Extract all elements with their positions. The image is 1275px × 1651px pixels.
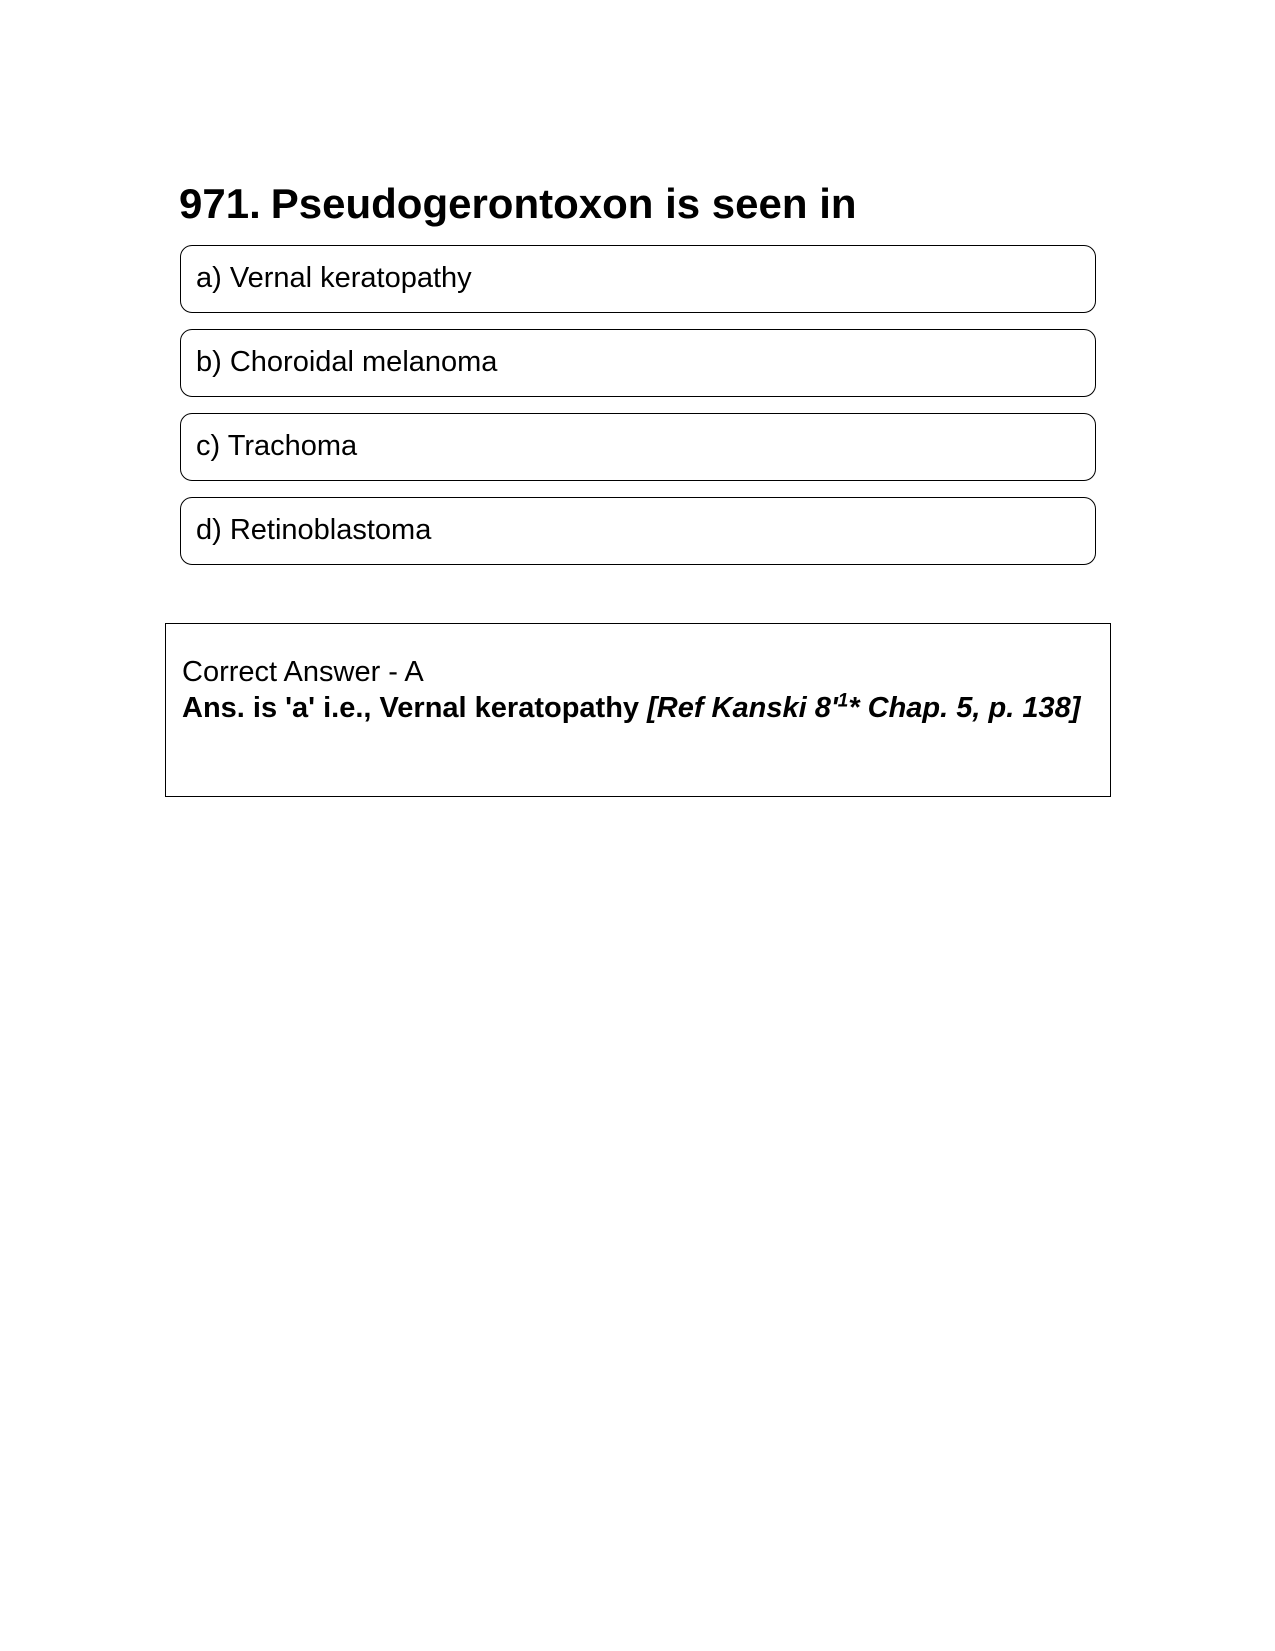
option-a[interactable]: a) Vernal keratopathy (180, 245, 1096, 313)
question-text: Pseudogerontoxon is seen in (270, 180, 857, 227)
option-d[interactable]: d) Retinoblastoma (180, 497, 1096, 565)
options-list (180, 245, 1096, 581)
correct-answer-label: Correct Answer - A (182, 656, 424, 688)
option-b[interactable]: b) Choroidal melanoma (180, 329, 1096, 397)
explanation-text: Ans. is 'a' i.e., Vernal keratopathy (182, 692, 648, 724)
option-c[interactable]: c) Trachoma (180, 413, 1096, 481)
question-number: 971. (179, 180, 261, 227)
reference-part-1: [Ref Kanski 8' (647, 692, 838, 724)
reference-citation (647, 692, 1080, 724)
answer-box (165, 623, 1111, 797)
question-heading (179, 178, 857, 230)
reference-part-2: * Chap. 5, p. 138] (848, 692, 1081, 724)
reference-superscript: 1 (837, 690, 849, 712)
answer-explanation (182, 690, 1094, 726)
